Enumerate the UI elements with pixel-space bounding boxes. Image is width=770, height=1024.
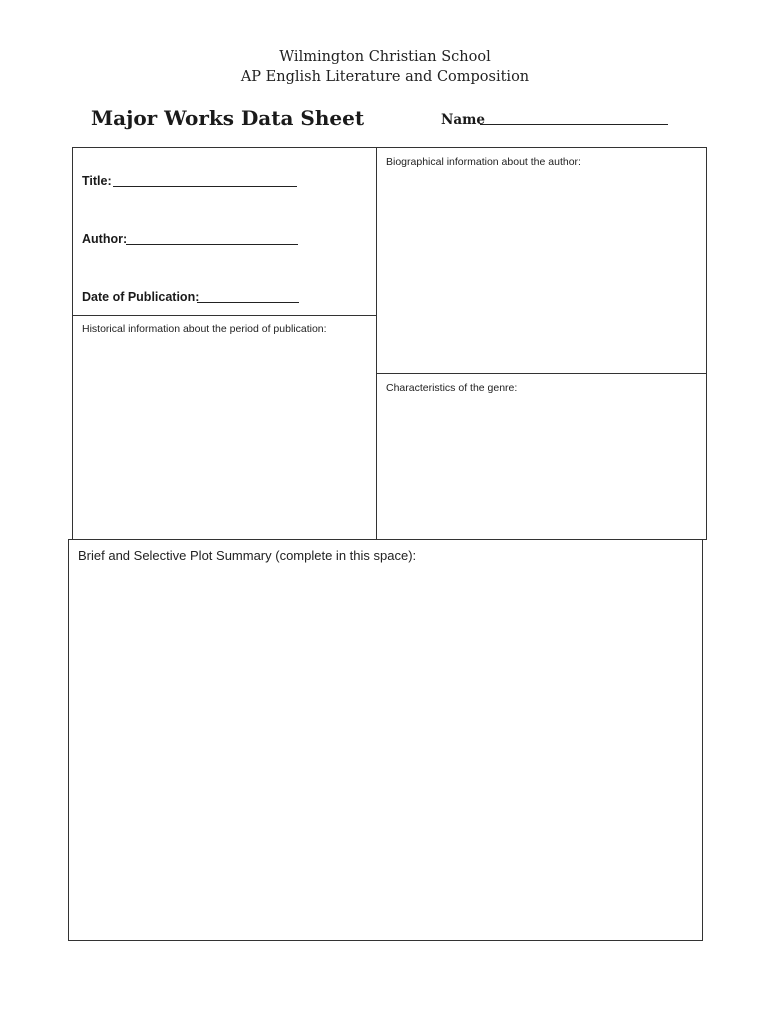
name-label: Name: [441, 112, 485, 128]
school-name: Wilmington Christian School: [279, 49, 491, 65]
biographical-label: Biographical information about the author:: [386, 156, 581, 168]
title-field-line[interactable]: [113, 186, 297, 187]
historical-label: Historical information about the period of publication:: [82, 323, 327, 335]
historical-info-box[interactable]: [72, 315, 377, 540]
date-field-line[interactable]: [197, 302, 299, 303]
sheet-title: Major Works Data Sheet: [91, 106, 365, 130]
date-field-label: Date of Publication:: [82, 290, 200, 304]
plot-summary-box[interactable]: [68, 539, 703, 941]
name-field-line[interactable]: [480, 124, 668, 125]
genre-characteristics-box[interactable]: [376, 373, 707, 540]
plot-summary-label: Brief and Selective Plot Summary (complete in this space):: [78, 548, 417, 563]
genre-label: Characteristics of the genre:: [386, 382, 518, 394]
title-field-label: Title:: [82, 174, 112, 188]
course-name: AP English Literature and Composition: [240, 69, 530, 85]
author-field-line[interactable]: [126, 244, 298, 245]
biographical-info-box[interactable]: [376, 147, 707, 374]
author-field-label: Author:: [82, 232, 128, 246]
